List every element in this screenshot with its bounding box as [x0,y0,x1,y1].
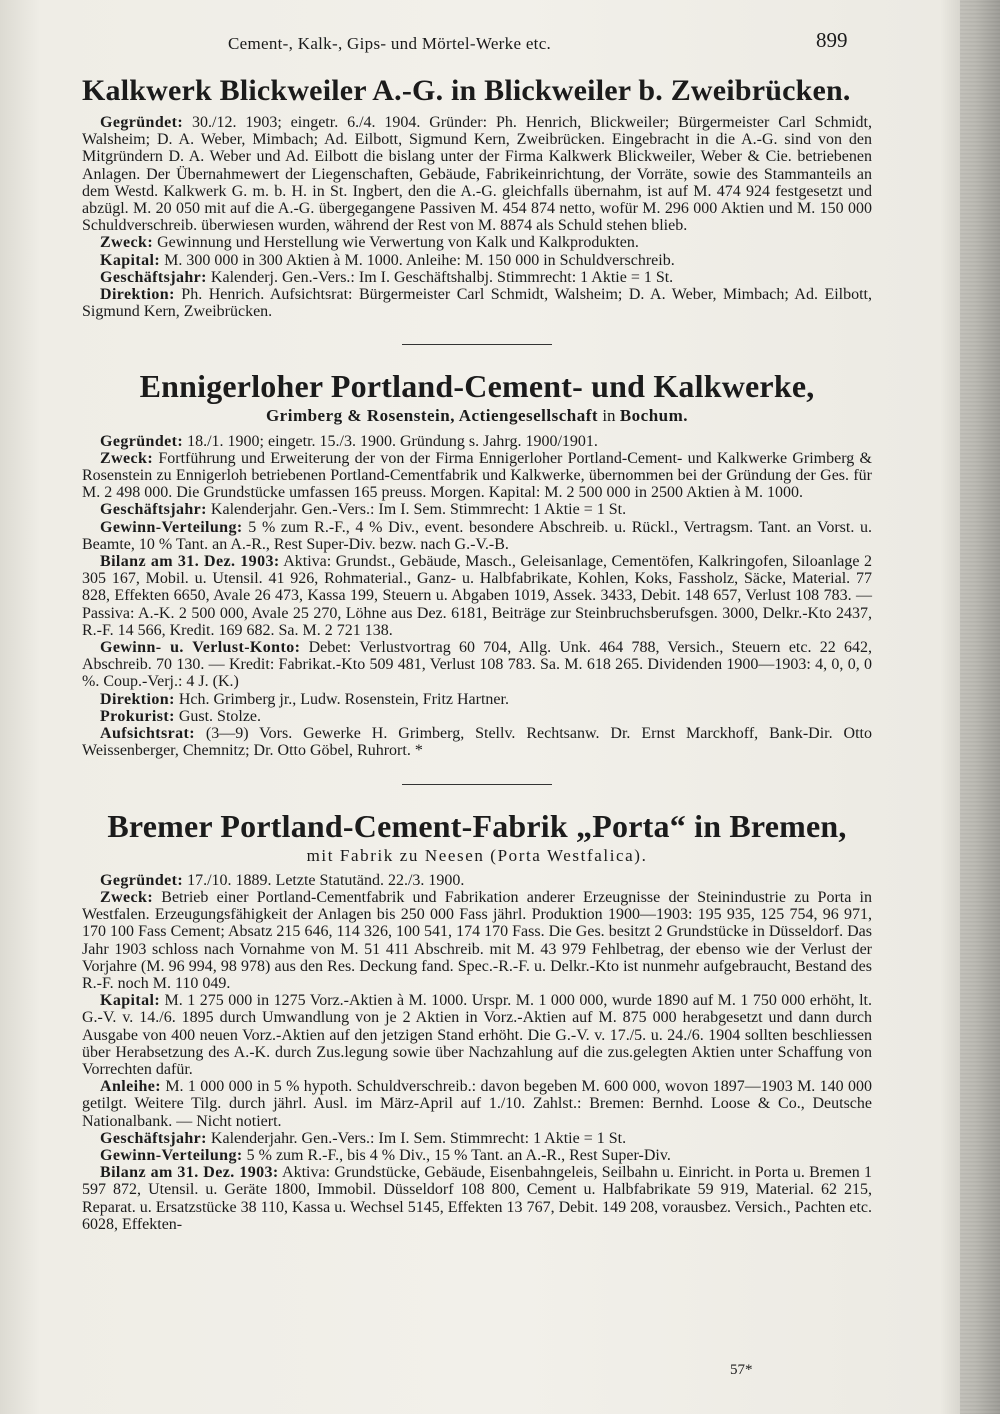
entry-separator [402,344,552,345]
company-entry-porta [82,807,872,1233]
entry-paragraph: Aufsichtsrat: (3—9) Vors. Gewerke H. Grimberg, Stellv. Rechtsanw. Dr. Ernst Marckhoff, Bank-Dir. Otto Weissenberger, Chemnitz; Dr. Otto Göbel, Ruhrort. * [82,725,872,760]
entry-paragraph: Gegründet: 18./1. 1900; eingetr. 15./3. 1900. Gründung s. Jahrg. 1900/1901. [100,432,598,450]
page-number: 899 [816,28,848,52]
entry-paragraph: Gewinn- u. Verlust-Konto: Debet: Verlustvortrag 60 704, Allg. Unk. 464 788, Versich., Steuern etc. 22 642, Abschreib. 70 130. — Kredit: Fabrikat.-Kto 509 481, Verlust 108 783. Sa. M. 618 265. Dividenden 1900—1903: 4, 0, 0, 0 %. Coup.-Verj.: 4 J. (K.) [82,639,872,691]
company-subtitle: mit Fabrik zu Neesen (Porta Westfalica). [306,845,648,865]
running-head: Cement-, Kalk-, Gips- und Mörtel-Werke etc. [228,34,552,53]
entry-separator [402,784,552,785]
entry-paragraph: Zweck: Betrieb einer Portland-Cementfabrik und Fabrikation anderer Erzeugnisse der Steinindustrie zu Porta in Westfalen. Erzeugungsfähigkeit der Anlagen bis 250 000 Fass jährl. Produktion 1900—1903: 195 935, 125 754, 96 971, 170 100 Fass Cement; Absatz 215 646, 114 326, 100 541, 174 170 Fass. Die Ges. besitzt 2 Grundstücke in Düsseldorf. Das Jahr 1903 schloss nach Vornahme von M. 51 411 Abschreib. mit M. 43 979 Fehlbetrag, der ebenso wie der Verlust der Vorjahre (M. 96 994, 98 978) aus den Res. Deckung fand. Spec.-R.-F. u. Delkr.-Kto ist nunmehr aufgebraucht, Bestand des R.-F. noch M. 110 049. [82,888,872,992]
company-subtitle: Grimberg & Rosenstein, Actiengesellschaft in Bochum. [265,406,689,426]
entry-paragraph: Prokurist: Gust. Stolze. [100,707,262,725]
entry-paragraph: Kapital: M. 300 000 in 300 Aktien à M. 1000. Anleihe: M. 150 000 in Schuldverschreib. [100,251,675,269]
entry-paragraph: Geschäftsjahr: Kalenderjahr. Gen.-Vers.: Im I. Sem. Stimmrecht: 1 Aktie = 1 St. [100,1129,627,1147]
page-content [82,72,872,1233]
entry-paragraph: Geschäftsjahr: Kalenderjahr. Gen.-Vers.: Im I. Sem. Stimmrecht: 1 Aktie = 1 St. [100,501,627,519]
entry-paragraph: Bilanz am 31. Dez. 1903: Aktiva: Grundstücke, Gebäude, Eisenbahngeleis, Seilbahn u. Einricht. in Porta u. Bremen 1 597 872, Utensil. u. Geräte 1800, Immobil. Düsseldorf 108 800, Cement u. Halbfabrikate 59 919, Material. 62 215, Reparat. u. Ersatzstücke 38 110, Kassa u. Wechsel 5145, Effekten 13 767, Debit. 149 208, vorausbez. Versich., Pachten etc. 6028, Effekten- [82,1164,873,1233]
company-title: Bremer Portland-Cement-Fabrik „Porta“ in Bremen, [107,807,847,844]
company-entry-ennigerloh [82,367,872,759]
entry-paragraph: Zweck: Fortführung und Erweiterung der von der Firma Ennigerloher Portland-Cement- und Kalkwerke Grimberg & Rosenstein zu Ennigerloh betriebenen Portland-Cementfabrik und Kalkwerke, übernommen bei der Gründung der Ges. für M. 2 498 000. Die Grundstücke umfassen 165 preuss. Morgen. Kapital: M. 2 500 000 in 2500 Aktien à M. 1000. [82,449,872,502]
entry-paragraph: Direktion: Hch. Grimberg jr., Ludw. Rosenstein, Fritz Hartner. [100,690,509,708]
company-title: Ennigerloher Portland-Cement- und Kalkwerke, [139,368,815,405]
company-entry-blickweiler [82,72,872,320]
entry-paragraph: Kapital: M. 1 275 000 in 1275 Vorz.-Aktien à M. 1000. Urspr. M. 1 000 000, wurde 1890 auf M. 1 750 000 erhöht, lt. G.-V. v. 14./6. 1895 durch Umwandlung von je 2 Aktien in Vorz.-Aktien auf M. 875 000 herabgesetzt und dann durch Ausgabe von 400 neuen Vorz.-Aktien auf den jetzigen Stand erhöht. Die G.-V. v. 17./5. u. 24./6. 1904 sollten beschliessen über Herabsetzung des A.-K. durch Zus.legung sowie über Nachzahlung auf die zus.gelegten Aktien unter Schaffung von Vorrechten dafür. [82,992,872,1078]
entry-paragraph: Gewinn-Verteilung: 5 % zum R.-F., bis 4 % Div., 15 % Tant. an A.-R., Rest Super-Div. [100,1146,671,1164]
entry-paragraph: Bilanz am 31. Dez. 1903: Aktiva: Grundst., Gebäude, Masch., Geleisanlage, Cementöfen, Kalkringofen, Siloanlage 2 305 167, Mobil. u. Utensil. 41 926, Rohmaterial., Ganz- u. Halbfabrikate, Kohlen, Koks, Fassholz, Säcke, Material. 77 828, Effekten 6650, Avale 26 473, Kassa 199, Steuern u. Abgaben 1019, Assek. 3433, Debit. 148 657, Verlust 108 783. — Passiva: A.-K. 2 500 000, Avale 25 270, Löhne aus Dez. 6181, Beiträge zur Steinbruchsberufsgen. 3000, Delkr.-Kto 2437, R.-F. 14 566, Kredit. 169 682. Sa. M. 2 721 138. [82,553,873,639]
entry-paragraph: Gegründet: 30./12. 1903; eingetr. 6./4. 1904. Gründer: Ph. Henrich, Blickweiler; Bürgermeister Carl Schmidt, Walsheim; D. A. Weber, Mimbach; Ad. Eilbott, Sigmund Kern, Zweibrücken. Eingebracht in die A.-G. sind von den Mitgründern D. A. Weber und Ad. Eilbott die bislang unter der Firma Kalkwerk Blickweiler, Weber & Cie. betriebenen Anlagen. Der Übernahmewert der Liegenschaften, Gebäude, Fabrikeinrichtung, der Vorräte, sowie des Stammanteils an dem Westd. Kalkwerk G. m. b. H. in St. Ingbert, den die A.-G. gleichfalls übernahm, ist auf M. 474 924 festgesetzt und abzügl. M. 20 050 mit auf die A.-G. übergegangene Passiven M. 454 874 netto, wofür M. 296 000 Aktien und M. 150 000 Schuldverschreib. überwiesen wurden, während der Rest von M. 8874 als Schuld stehen blieb. [82,114,872,235]
page-edge-shadow [960,0,1000,1414]
page-header [0,28,1000,58]
entry-paragraph: Direktion: Ph. Henrich. Aufsichtsrat: Bürgermeister Carl Schmidt, Walsheim; D. A. Weber, Mimbach; Ad. Eilbott, Sigmund Kern, Zweibrücken. [82,286,872,321]
entry-paragraph: Geschäftsjahr: Kalenderj. Gen.-Vers.: Im I. Geschäftshalbj. Stimmrecht: 1 Aktie = 1 St. [100,268,674,286]
entry-paragraph: Gewinn-Verteilung: 5 % zum R.-F., 4 % Div., event. besondere Abschreib. u. Rückl., Vertragsm. Tant. an Vorst. u. Beamte, 10 % Tant. an A.-R., Rest Super-Div. bezw. nach G.-V.-B. [82,518,872,553]
entry-paragraph: Zweck: Gewinnung und Herstellung wie Verwertung von Kalk und Kalkprodukten. [100,234,639,252]
company-title: Kalkwerk Blickweiler A.-G. in Blickweiler b. Zweibrücken. [82,74,851,107]
entry-paragraph: Anleihe: M. 1 000 000 in 5 % hypoth. Schuldverschreib.: davon begeben M. 600 000, wovon 1897—1903 M. 140 000 getilgt. Weitere Tilg. durch jährl. Ausl. im März-April auf 1./10. Zahlst.: Bremen: Bernhd. Loose & Co., Deutsche Nationalbank. — Nicht notiert. [82,1078,872,1130]
signature-mark: 57* [730,1362,753,1378]
entry-paragraph: Gegründet: 17./10. 1889. Letzte Statutänd. 22./3. 1900. [100,871,465,889]
